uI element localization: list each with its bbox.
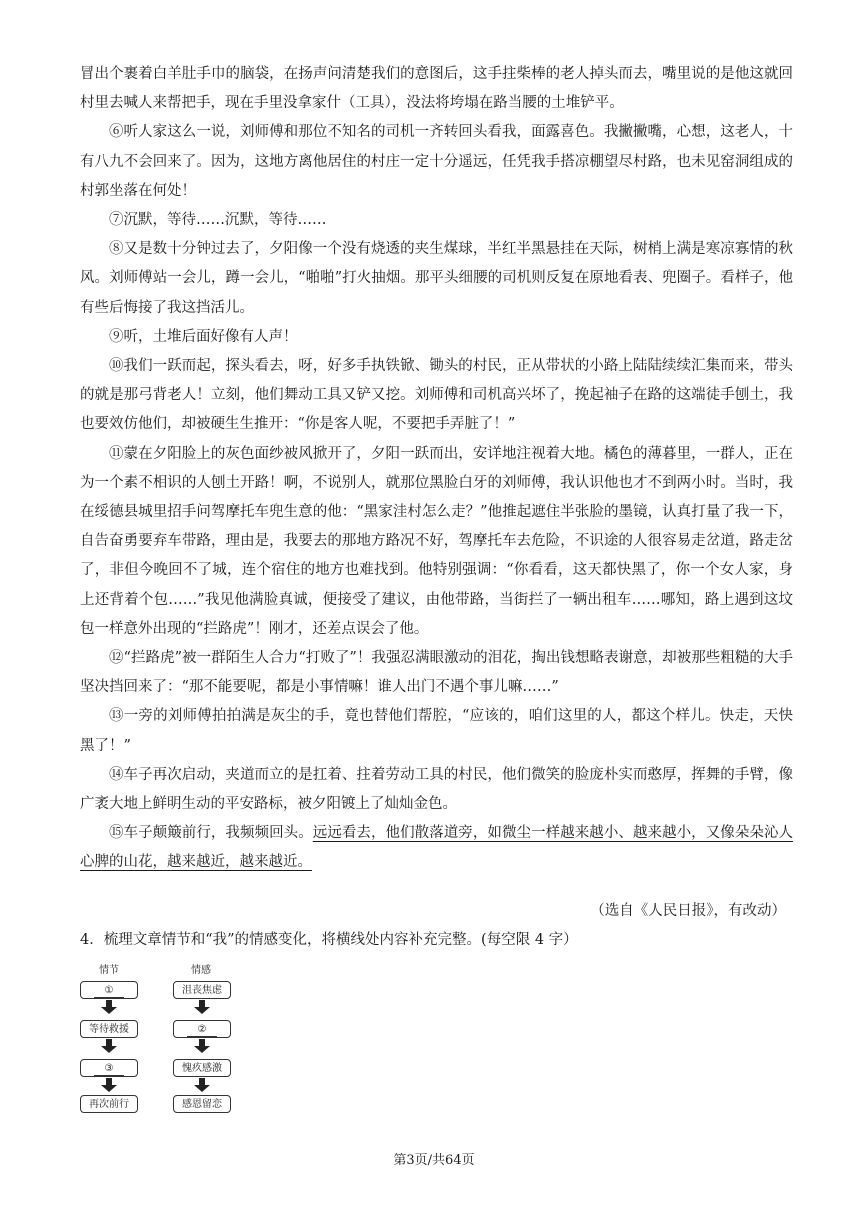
source-citation: （选自《人民日报》，有改动） (590, 903, 786, 919)
paragraph-continued: 冒出个裹着白羊肚手巾的脑袋，在扬声问清楚我们的意图后，这手拄柴棒的老人掉头而去，嘴里说的是他这就回村里去喊人来帮把手，现在手里没拿家什（工具），没法将垮塌在路当腰的土堆铲平。 (80, 66, 793, 112)
paragraph-7: ⑦沉默，等待……沉默，等待…… (109, 212, 327, 229)
emotion-box-1: 沮丧焦虑 (173, 981, 231, 999)
emotion-column-header: 情感 (191, 965, 211, 976)
blank-1[interactable]: ① (94, 984, 124, 998)
paragraph-9: ⑨听，土堆后面好像有人声！ (109, 328, 298, 345)
plot-column-header: 情节 (99, 965, 119, 976)
paragraph-11: ⑪蒙在夕阳脸上的灰色面纱被风掀开了，夕阳一跃而出，安详地注视着大地。橘色的薄暮里，一群人，正在为一个素不相识的人刨土开路！啊，不说别人，就那位黑脸白牙的刘师傅，我认识他也才不到两小时。当时，我在绥德县城里招手问驾摩托车兜生意的他：“黑家洼村怎么走？”他推起遮住半张脸的墨镜，认真打量了我一下，自告奋勇要弃车带路，理由是，我要去的那地方路况不好，驾摩托车去危险，不识途的人很容易走岔道，路走岔了，非但今晚回不了城，连个宿住的地方也难找到。他特别强调：“你看看，这天都快黑了，你一个女人家，身上还背着个包……”我见他满脸真诚，便接受了建议，由他带路，当街拦了一辆出租车……哪知，路上遇到这坟包一样意外出现的“拦路虎”！刚才，还差点误会了他。 (80, 445, 793, 637)
paragraph-8: ⑧又是数十分钟过去了，夕阳像一个没有烧透的夹生煤球，半红半黑悬挂在天际，树梢上满是寒凉寡情的秋风。刘师傅站一会儿，蹲一会儿，“啪啪”打火抽烟。那平头细腰的司机则反复在原地看表、兜圈子。看样子，他有些后悔接了我这挡活儿。 (80, 241, 793, 316)
paragraph-15 (80, 819, 793, 877)
paragraph-15-plain: ⑮车子颠簸前行，我频频回头。 (109, 825, 313, 842)
paragraph-6: ⑥听人家这么一说，刘师傅和那位不知名的司机一齐转回头看我，面露喜色。我撇撇嘴，心想，这老人，十有八九不会回来了。因为，这地方离他居住的村庄一定十分遥远，任凭我手搭凉棚望尽村路，也未见窑洞组成的村郭坐落在何处！ (80, 124, 793, 199)
paragraph-15-underlined: 远远看去，他们散落道旁，如微尘一样越来越小、越来越小，又像朵朵沁人心脾的山花，越来越近，越来越近。 (80, 825, 794, 871)
blank-3[interactable]: ③ (94, 1062, 124, 1076)
emotion-box-4: 感恩留恋 (173, 1095, 231, 1113)
paragraph-10: ⑩我们一跃而起，探头看去，呀，好多手执铁锨、锄头的村民，正从带状的小路上陆陆续续汇集而来，带头的就是那弓背老人！立刻，他们舞动工具又铲又挖。刘师傅和司机高兴坏了，挽起袖子在路的这端徒手刨土，我也要效仿他们，却被硬生生推开：“你是客人呢，不要把手弄脏了！” (80, 358, 793, 433)
plot-box-2: 等待救援 (80, 1020, 138, 1038)
page-footer: 第3页/共64页 (393, 1153, 475, 1168)
emotion-box-2 (173, 1020, 231, 1038)
paragraph-14: ⑭车子再次启动，夹道而立的是扛着、拄着劳动工具的村民，他们微笑的脸庞朴实而憨厚，挥舞的手臂，像广袤大地上鲜明生动的平安路标，被夕阳镀上了灿灿金色。 (80, 766, 793, 813)
plot-box-4: 再次前行 (80, 1095, 138, 1113)
article-body (80, 60, 793, 878)
emotion-box-3: 愧疚感激 (173, 1059, 231, 1077)
flow-diagram (80, 965, 250, 1115)
plot-box-1 (80, 981, 138, 999)
question-4: 4．梳理文章情节和“我”的情感变化，将横线处内容补充完整。(每空限 4 字） (80, 932, 578, 948)
plot-box-3 (80, 1059, 138, 1077)
paragraph-13: ⑬一旁的刘师傅拍拍满是灰尘的手，竟也替他们帮腔，“应该的，咱们这里的人，都这个样儿。快走，天快黑了！” (80, 708, 793, 754)
blank-2[interactable]: ② (187, 1023, 217, 1037)
paragraph-12: ⑫“拦路虎”被一群陌生人合力“打败了”！我强忍满眼激动的泪花，掏出钱想略表谢意，却被那些粗糙的大手坚决挡回来了：“那不能要呢，都是小事情嘛！谁人出门不遇个事儿嘛……” (80, 650, 793, 696)
